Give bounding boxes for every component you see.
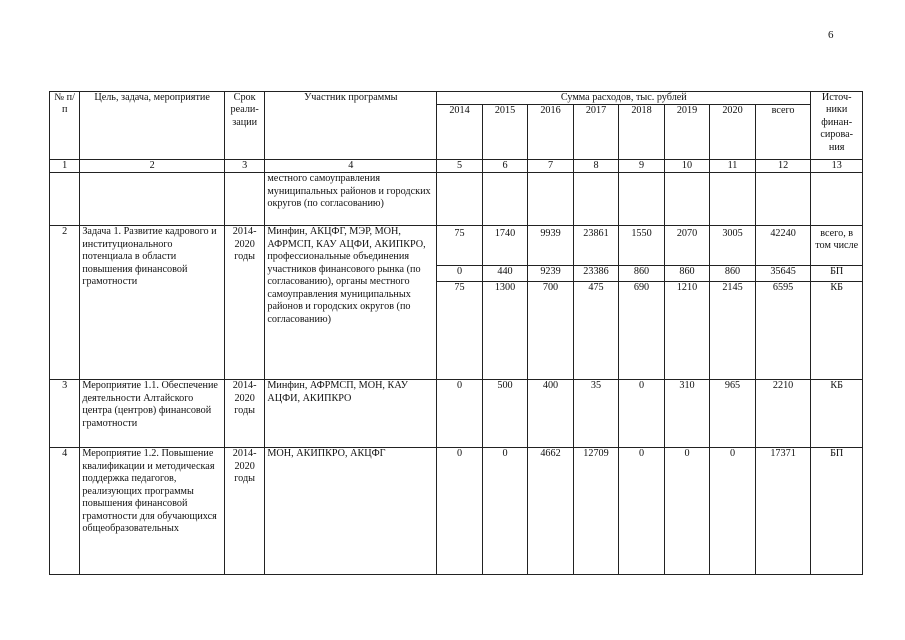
year-value-cell: 0 [482,448,528,575]
participant-cell: местного самоуправления муниципальных районов и городских округов (по согласованию) [265,173,437,226]
goal-cell: Мероприятие 1.1. Обеспечение деятельности Алтайского центра (центров) финансовой грамотности [80,380,225,448]
header-num: № п/п [50,92,80,160]
column-number: 4 [265,160,437,173]
column-number: 5 [437,160,483,173]
source-cell: БП [811,448,863,575]
year-value-cell: 965 [710,380,756,448]
column-number: 11 [710,160,756,173]
row-num: 2 [50,226,80,380]
row-num: 4 [50,448,80,575]
column-numbers-row [50,160,863,173]
row-num: 3 [50,380,80,448]
column-number: 1 [50,160,80,173]
year-value-cell: 9939 9239 700 [528,226,574,380]
year-value-cell: 1740 440 1300 [482,226,528,380]
column-number: 6 [482,160,528,173]
participant-cell: Минфин, АФРМСП, МОН, КАУ АЦФИ, АКИПКРО [265,380,437,448]
total-cell: 2210 [755,380,811,448]
source-cell: всего, в том числе БП КБ [811,226,863,380]
header-year: 2015 [482,105,528,160]
header-sum-title: Сумма расходов, тыс. рублей [437,92,811,105]
year-value-cell: 35 [573,380,619,448]
year-value-cell: 3005 860 2145 [710,226,756,380]
header-year: 2014 [437,105,483,160]
year-value-cell: 0 [619,448,665,575]
header-participant: Участник программы [265,92,437,160]
column-number: 9 [619,160,665,173]
header-term: Срок реали-зации [224,92,264,160]
header-source: Источ-ники финан-сирова-ния [811,92,863,160]
expenses-table [49,91,863,575]
column-number: 7 [528,160,574,173]
table-row [50,380,863,448]
year-value-cell: 2070 860 1210 [664,226,710,380]
table-row [50,226,863,380]
header-goal: Цель, задача, мероприятие [80,92,225,160]
header-total: всего [755,105,811,160]
column-number: 10 [664,160,710,173]
year-value-cell: 0 [664,448,710,575]
goal-cell: Мероприятие 1.2. Повышение квалификации и методическая поддержка педагогов, реализующих программы повышения финансовой грамотности для обучающихся общеобразовательных [80,448,225,575]
column-number: 3 [224,160,264,173]
header-year: 2016 [528,105,574,160]
term-cell: 2014-2020 годы [224,448,264,575]
year-value-cell: 12709 [573,448,619,575]
year-value-cell: 4662 [528,448,574,575]
column-number: 8 [573,160,619,173]
year-value-cell: 1550 860 690 [619,226,665,380]
term-cell: 2014-2020 годы [224,226,264,380]
term-cell: 2014-2020 годы [224,380,264,448]
year-value-cell: 310 [664,380,710,448]
column-number: 2 [80,160,225,173]
table-row [50,448,863,575]
page-number: 6 [828,29,834,41]
year-value-cell: 0 [710,448,756,575]
header-year: 2019 [664,105,710,160]
goal-cell: Задача 1. Развитие кадрового и институционального потенциала в области повышения финансовой грамотности [80,226,225,380]
participant-cell: Минфин, АКЦФГ, МЭР, МОН, АФРМСП, КАУ АЦФИ, АКИПКРО, профессиональные объединения участников финансового рынка (по согласованию), органы местного самоуправления муниципальных районов и городских округов (по согласованию) [265,226,437,380]
source-cell: КБ [811,380,863,448]
column-number: 13 [811,160,863,173]
year-value-cell: 23861 23386 475 [573,226,619,380]
year-value-cell: 0 [437,380,483,448]
year-value-cell: 0 [437,448,483,575]
table-row [50,173,863,226]
header-year: 2018 [619,105,665,160]
year-value-cell: 500 [482,380,528,448]
participant-cell: МОН, АКИПКРО, АКЦФГ [265,448,437,575]
year-value-cell: 75 0 75 [437,226,483,380]
year-value-cell: 400 [528,380,574,448]
header-year: 2017 [573,105,619,160]
header-year: 2020 [710,105,756,160]
column-number: 12 [755,160,811,173]
total-cell: 42240 35645 6595 [755,226,811,380]
header-row [50,92,863,105]
year-value-cell: 0 [619,380,665,448]
total-cell: 17371 [755,448,811,575]
